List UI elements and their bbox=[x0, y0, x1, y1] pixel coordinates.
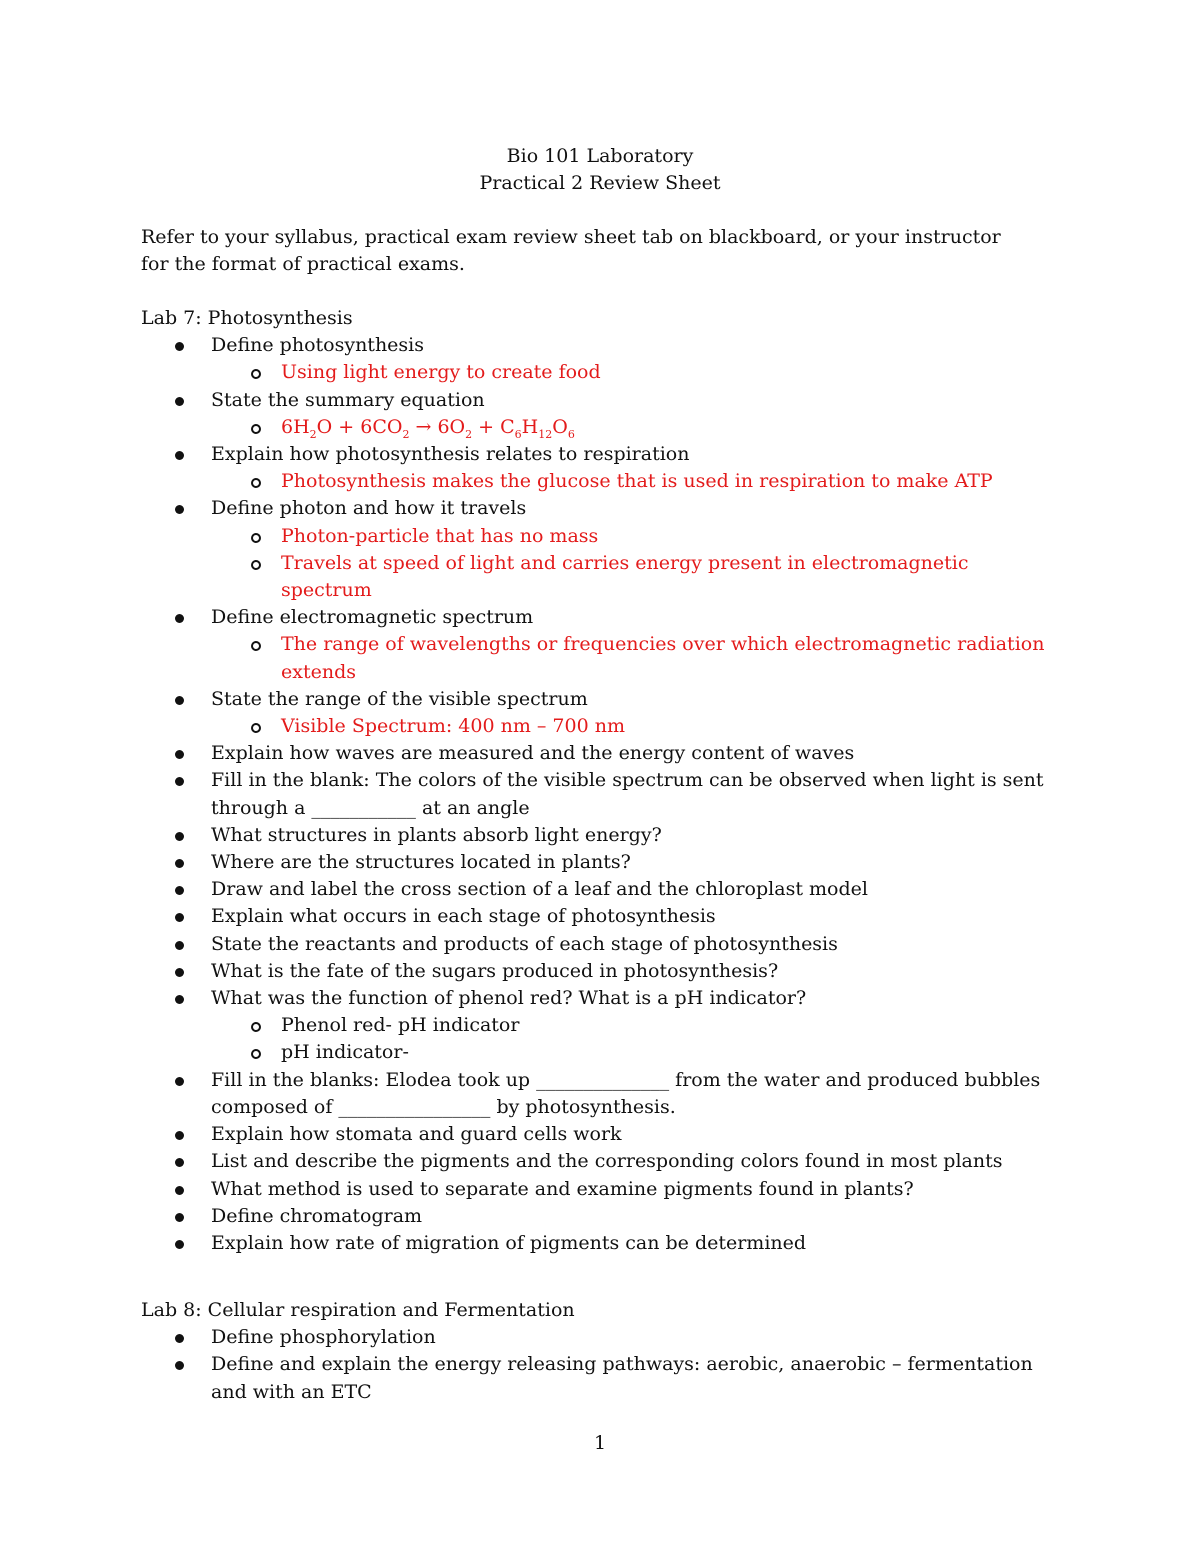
intro-line-2: for the format of practical exams. bbox=[141, 253, 465, 275]
list-item bbox=[211, 1067, 1061, 1121]
bullet-icon bbox=[175, 397, 184, 406]
lab8-section bbox=[141, 1297, 1061, 1406]
list-item bbox=[211, 1121, 1061, 1148]
list-item bbox=[211, 985, 1061, 1067]
lab7-section bbox=[141, 305, 1061, 1257]
sub-list-item bbox=[281, 468, 1061, 495]
list-item bbox=[211, 604, 1061, 686]
item-text: What was the function of phenol red? What is a pH indicator? bbox=[211, 987, 807, 1010]
list-item bbox=[211, 1148, 1061, 1175]
item-text: State the reactants and products of each stage of photosynthesis bbox=[211, 932, 838, 955]
item-text: Define photon and how it travels bbox=[211, 497, 527, 520]
list-item bbox=[211, 686, 1061, 740]
bullet-icon bbox=[175, 696, 184, 705]
bullet-icon bbox=[175, 968, 184, 977]
bullet-icon bbox=[175, 342, 184, 351]
list-item bbox=[211, 767, 1061, 821]
bullet-icon bbox=[175, 1131, 184, 1140]
item-text: Define phosphorylation bbox=[211, 1326, 436, 1349]
bullet-icon bbox=[175, 941, 184, 950]
item-text: List and describe the pigments and the corresponding colors found in most plants bbox=[211, 1150, 1003, 1173]
bullet-icon bbox=[175, 614, 184, 623]
bullet-icon bbox=[175, 1213, 184, 1222]
circle-bullet-icon bbox=[251, 533, 261, 543]
sub-list-item bbox=[281, 550, 1061, 604]
list-item bbox=[211, 1324, 1061, 1351]
bullet-icon bbox=[175, 913, 184, 922]
lab7-list bbox=[141, 332, 1061, 1257]
intro-line-1: Refer to your syllabus, practical exam review sheet tab on blackboard, or your instructor bbox=[141, 226, 1001, 248]
document-title: Bio 101 Laboratory bbox=[506, 145, 694, 167]
sub-list-item bbox=[281, 359, 1061, 386]
item-text: Explain how stomata and guard cells work bbox=[211, 1123, 622, 1146]
lab8-heading: Lab 8: Cellular respiration and Fermentation bbox=[141, 1299, 575, 1321]
sub-text: Phenol red- pH indicator bbox=[281, 1014, 520, 1037]
circle-bullet-icon bbox=[251, 723, 261, 733]
list-item bbox=[211, 822, 1061, 849]
bullet-icon bbox=[175, 995, 184, 1004]
list-item bbox=[211, 441, 1061, 495]
bullet-icon bbox=[175, 886, 184, 895]
list-item bbox=[211, 1176, 1061, 1203]
bullet-icon bbox=[175, 1186, 184, 1195]
answer-text: Visible Spectrum: 400 nm – 700 nm bbox=[281, 715, 625, 738]
sub-list-item bbox=[281, 631, 1061, 685]
bullet-icon bbox=[175, 451, 184, 460]
lab7-heading: Lab 7: Photosynthesis bbox=[141, 307, 353, 329]
sub-text: pH indicator- bbox=[281, 1041, 409, 1064]
list-item bbox=[211, 495, 1061, 604]
bullet-icon bbox=[175, 859, 184, 868]
page-number: 1 bbox=[593, 1432, 607, 1454]
item-text: What is the fate of the sugars produced in photosynthesis? bbox=[211, 959, 779, 982]
list-item bbox=[211, 387, 1061, 441]
document-subtitle: Practical 2 Review Sheet bbox=[479, 172, 721, 194]
circle-bullet-icon bbox=[251, 424, 261, 434]
list-item bbox=[211, 1230, 1061, 1257]
item-text: Where are the structures located in plants? bbox=[211, 851, 631, 874]
sub-list-item bbox=[281, 713, 1061, 740]
item-text: Fill in the blank: The colors of the visible spectrum can be observed when light is sent through a ___________ at an angle bbox=[211, 769, 1044, 819]
item-text: Draw and label the cross section of a leaf and the chloroplast model bbox=[211, 878, 868, 901]
title-block bbox=[0, 143, 1200, 197]
intro-paragraph bbox=[141, 224, 1061, 278]
bullet-icon bbox=[175, 1077, 184, 1086]
item-text: What method is used to separate and examine pigments found in plants? bbox=[211, 1177, 914, 1200]
item-text: State the summary equation bbox=[211, 388, 485, 411]
bullet-icon bbox=[175, 505, 184, 514]
answer-text: Using light energy to create food bbox=[281, 361, 601, 384]
sub-list-item bbox=[281, 523, 1061, 550]
item-text: What structures in plants absorb light energy? bbox=[211, 823, 662, 846]
sub-list-item bbox=[281, 414, 1061, 441]
answer-text: Travels at speed of light and carries energy present in electromagnetic spectrum bbox=[281, 551, 969, 602]
item-text: Explain what occurs in each stage of photosynthesis bbox=[211, 905, 716, 928]
list-item bbox=[211, 931, 1061, 958]
answer-text: The range of wavelengths or frequencies over which electromagnetic radiation extends bbox=[281, 633, 1045, 683]
list-item bbox=[211, 958, 1061, 985]
list-item bbox=[211, 332, 1061, 386]
item-text: State the range of the visible spectrum bbox=[211, 687, 588, 710]
item-text: Define chromatogram bbox=[211, 1204, 423, 1227]
answer-text: Photosynthesis makes the glucose that is used in respiration to make ATP bbox=[281, 470, 993, 493]
item-text: Explain how waves are measured and the energy content of waves bbox=[211, 742, 855, 765]
bullet-icon bbox=[175, 832, 184, 841]
bullet-icon bbox=[175, 777, 184, 786]
circle-bullet-icon bbox=[251, 369, 261, 379]
circle-bullet-icon bbox=[251, 641, 261, 651]
list-item bbox=[211, 876, 1061, 903]
summary-equation: $6H_2O + 6CO_2 \to 6O_2 + C_6H_{12}O_6$ bbox=[281, 415, 575, 441]
item-text: Define and explain the energy releasing pathways: aerobic, anaerobic – fermentation and with an ETC bbox=[211, 1353, 1033, 1403]
item-text: Explain how photosynthesis relates to respiration bbox=[211, 443, 690, 466]
list-item bbox=[211, 903, 1061, 930]
circle-bullet-icon bbox=[251, 560, 261, 570]
bullet-icon bbox=[175, 1240, 184, 1249]
bullet-icon bbox=[175, 750, 184, 759]
sub-list-item bbox=[281, 1039, 1061, 1066]
circle-bullet-icon bbox=[251, 1022, 261, 1032]
item-text: Define photosynthesis bbox=[211, 334, 424, 357]
list-item bbox=[211, 1351, 1061, 1405]
list-item bbox=[211, 1203, 1061, 1230]
bullet-icon bbox=[175, 1158, 184, 1167]
lab8-list bbox=[141, 1324, 1061, 1406]
bullet-icon bbox=[175, 1334, 184, 1343]
answer-text: Photon-particle that has no mass bbox=[281, 524, 599, 547]
list-item bbox=[211, 849, 1061, 876]
bullet-icon bbox=[175, 1361, 184, 1370]
circle-bullet-icon bbox=[251, 1049, 261, 1059]
circle-bullet-icon bbox=[251, 478, 261, 488]
item-text: Define electromagnetic spectrum bbox=[211, 606, 534, 629]
item-text: Explain how rate of migration of pigments can be determined bbox=[211, 1231, 807, 1254]
list-item bbox=[211, 740, 1061, 767]
item-text: Fill in the blanks: Elodea took up ______________ from the water and produced bubbles composed of ________________ by photosynthesis. bbox=[211, 1068, 1041, 1118]
sub-list-item bbox=[281, 1012, 1061, 1039]
